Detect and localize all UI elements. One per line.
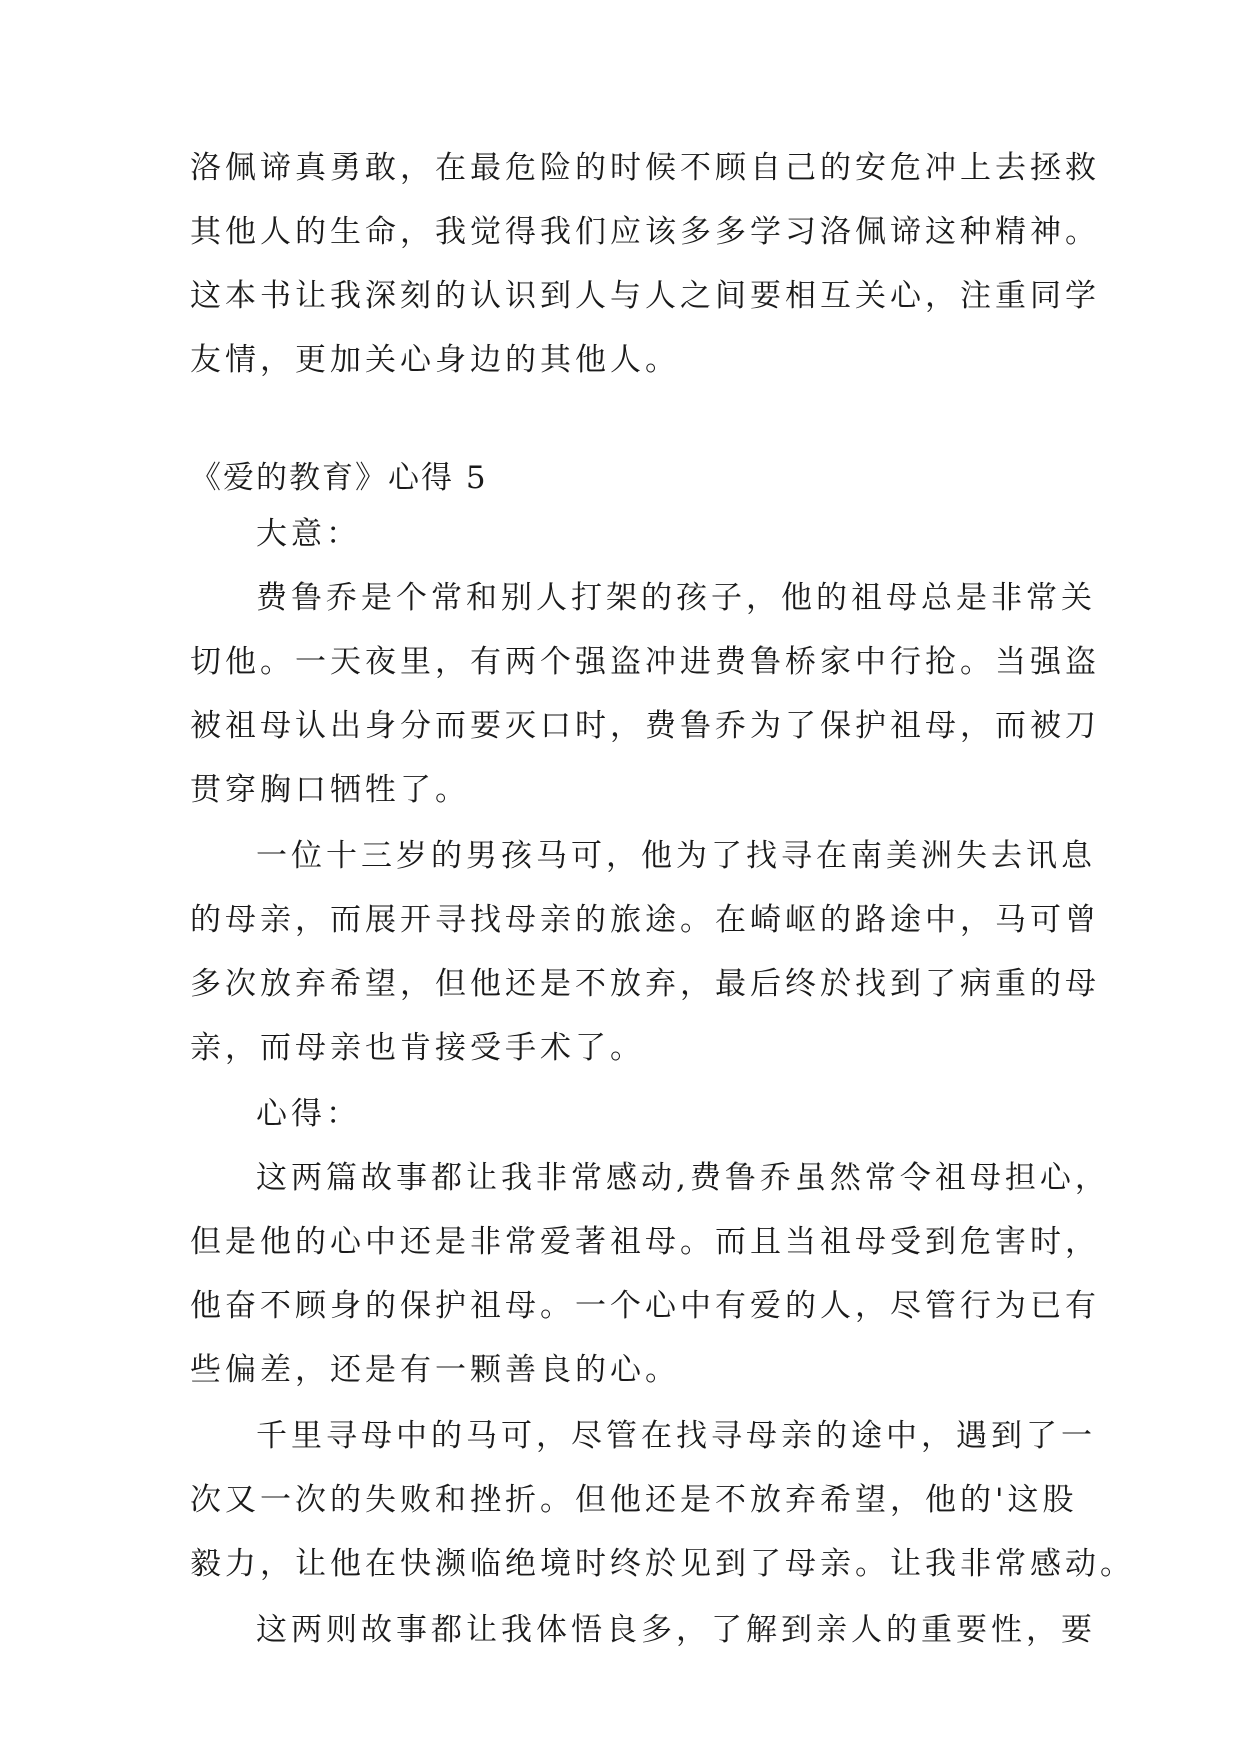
reflection-label: 心得：: [256, 1096, 361, 1132]
reflection-p1-line-2: 但是他的心中还是非常爱著祖母。而且当祖母受到危害时，: [190, 1224, 1100, 1260]
reflection-p1-line-4: 些偏差，还是有一颗善良的心。: [190, 1352, 680, 1388]
summary-p1-line-3: 被祖母认出身分而要灭口时，费鲁乔为了保护祖母，而被刀: [190, 708, 1100, 744]
intro-line-2: 其他人的生命，我觉得我们应该多多学习洛佩谛这种精神。: [190, 214, 1100, 250]
summary-p2-line-4: 亲，而母亲也肯接受手术了。: [190, 1030, 645, 1066]
summary-label: 大意：: [256, 516, 361, 552]
reflection-p2-line-3: 毅力，让他在快濒临绝境时终於见到了母亲。让我非常感动。: [190, 1546, 1135, 1582]
summary-p1-line-4: 贯穿胸口牺牲了。: [190, 772, 470, 808]
summary-p1-line-1: 费鲁乔是个常和别人打架的孩子，他的祖母总是非常关: [256, 580, 1096, 616]
summary-p2-line-2: 的母亲，而展开寻找母亲的旅途。在崎岖的路途中，马可曾: [190, 902, 1100, 938]
summary-p1-line-2: 切他。一天夜里，有两个强盗冲进费鲁桥家中行抢。当强盗: [190, 644, 1100, 680]
summary-p2-line-1: 一位十三岁的男孩马可，他为了找寻在南美洲失去讯息: [256, 838, 1096, 874]
reflection-p2-line-1: 千里寻母中的马可，尽管在找寻母亲的途中，遇到了一: [256, 1418, 1096, 1454]
reflection-p2-line-2: 次又一次的失败和挫折。但他还是不放弃希望，他的'这股: [190, 1482, 1078, 1518]
intro-line-3: 这本书让我深刻的认识到人与人之间要相互关心，注重同学: [190, 278, 1100, 314]
section-title: 《爱的教育》心得 5: [190, 460, 488, 496]
reflection-p3-line-1: 这两则故事都让我体悟良多，了解到亲人的重要性，要: [256, 1612, 1096, 1648]
intro-line-1: 洛佩谛真勇敢，在最危险的时候不顾自己的安危冲上去拯救: [190, 150, 1100, 186]
reflection-p1-line-3: 他奋不顾身的保护祖母。一个心中有爱的人，尽管行为已有: [190, 1288, 1100, 1324]
intro-line-4: 友情，更加关心身边的其他人。: [190, 342, 680, 378]
reflection-p1-line-1: 这两篇故事都让我非常感动,费鲁乔虽然常令祖母担心，: [256, 1160, 1110, 1196]
summary-p2-line-3: 多次放弃希望，但他还是不放弃，最后终於找到了病重的母: [190, 966, 1100, 1002]
